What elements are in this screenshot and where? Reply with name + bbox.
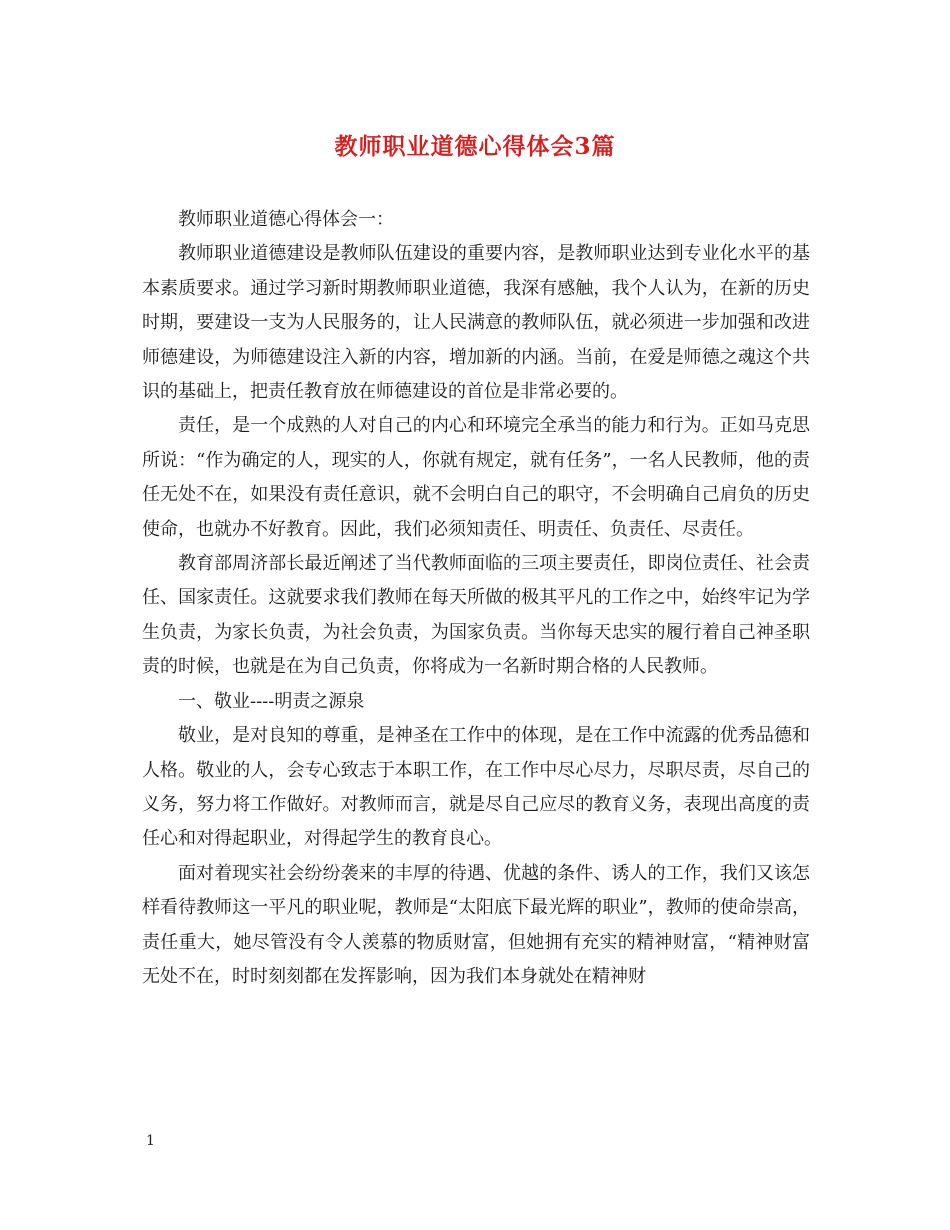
document-body	[142, 203, 810, 994]
paragraph-heading-1: 教师职业道德心得体会一：	[178, 209, 394, 230]
page-number: 1	[146, 1133, 155, 1149]
paragraph: 责任，是一个成熟的人对自己的内心和环境完全承当的能力和行为。正如马克思所说：“作为确定的人，现实的人，你就有规定，就有任务”，一名人民教师，他的责任无处不在，如果没有责任意识，就不会明白自己的职守，不会明确自己肩负的历史使命，也就办不好教育。因此，我们必须知责任、明责任、负责任、尽责任。	[142, 415, 810, 540]
section-heading: 一、敬业----明责之源泉	[178, 690, 365, 712]
paragraph: 教育部周济部长最近阐述了当代教师面临的三项主要责任，即岗位责任、社会责任、国家责任。这就要求我们教师在每天所做的极其平凡的工作之中，始终牢记为学生负责，为家长负责，为社会负责，为国家负责。当你每天忠实的履行着自己神圣职责的时候，也就是在为自己负责，你将成为一名新时期合格的人民教师。	[142, 553, 810, 678]
paragraph: 面对着现实社会纷纷袭来的丰厚的待遇、优越的条件、诱人的工作，我们又该怎样看待教师这一平凡的职业呢，教师是“太阳底下最光辉的职业”，教师的使命崇高，责任重大，她尽管没有令人羡慕的物质财富，但她拥有充实的精神财富，“精神财富无处不在，时时刻刻都在发挥影响，因为我们本身就处在精神财	[142, 862, 810, 987]
document-title: 教师职业道德心得体会3篇	[334, 133, 616, 160]
paragraph: 教师职业道德建设是教师队伍建设的重要内容，是教师职业达到专业化水平的基本素质要求。通过学习新时期教师职业道德，我深有感触，我个人认为，在新的历史时期，要建设一支为人民服务的，让人民满意的教师队伍，就必须进一步加强和改进师德建设，为师德建设注入新的内容，增加新的内涵。当前，在爱是师德之魂这个共识的基础上，把责任教育放在师德建设的首位是非常必要的。	[142, 243, 810, 403]
paragraph: 敬业，是对良知的尊重，是神圣在工作中的体现，是在工作中流露的优秀品德和人格。敬业的人，会专心致志于本职工作，在工作中尽心尽力，尽职尽责，尽自己的义务，努力将工作做好。对教师而言，就是尽自己应尽的教育义务，表现出高度的责任心和对得起职业，对得起学生的教育良心。	[142, 725, 810, 850]
